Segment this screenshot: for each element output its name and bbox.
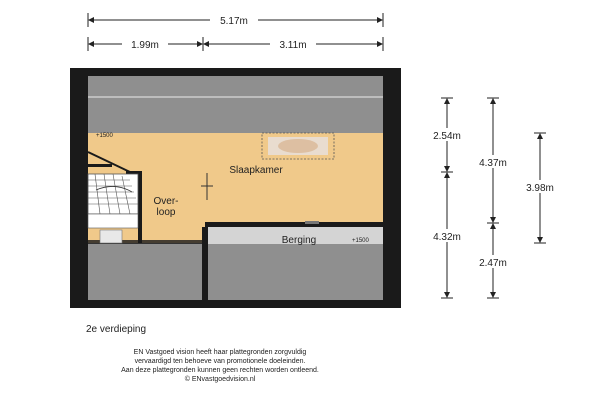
dim-total-width: 5.17m [220, 16, 248, 27]
dim-right-a-top: 2.54m [433, 131, 461, 142]
room-label-storage: Berging [281, 235, 317, 246]
disclaimer-line-3: Aan deze plattegronden kunnen geen rechten worden ontleend. [121, 367, 319, 374]
level-storage: +1500 [352, 238, 369, 244]
disclaimer [60, 348, 380, 384]
disclaimer-line-2: vervaardigd ten behoeve van promotionele doeleinden. [134, 358, 306, 365]
dim-right-b-top: 4.37m [479, 158, 507, 169]
dim-right-b-bottom: 2.47m [479, 258, 507, 269]
top-dimensions [88, 13, 383, 51]
dim-right-width: 3.11m [279, 40, 307, 51]
door-marker [305, 221, 319, 224]
room-label-landing-1: Over- [153, 196, 179, 207]
floor-label: 2e verdieping [86, 324, 147, 335]
disclaimer-line-4: © ENvastgoedvision.nl [184, 376, 256, 383]
dim-left-width: 1.99m [131, 40, 159, 51]
room-label-bedroom: Slaapkamer [229, 165, 283, 176]
disclaimer-line-1: EN Vastgoed vision heeft haar plattegronden zorgvuldig [133, 349, 307, 356]
skylight [262, 133, 334, 159]
room-label-landing-2: loop [156, 207, 176, 218]
dim-right-a-bottom: 4.32m [433, 232, 461, 243]
dim-right-c: 3.98m [526, 183, 554, 194]
right-dimensions [426, 98, 561, 298]
level-bedroom: +1500 [96, 133, 113, 139]
